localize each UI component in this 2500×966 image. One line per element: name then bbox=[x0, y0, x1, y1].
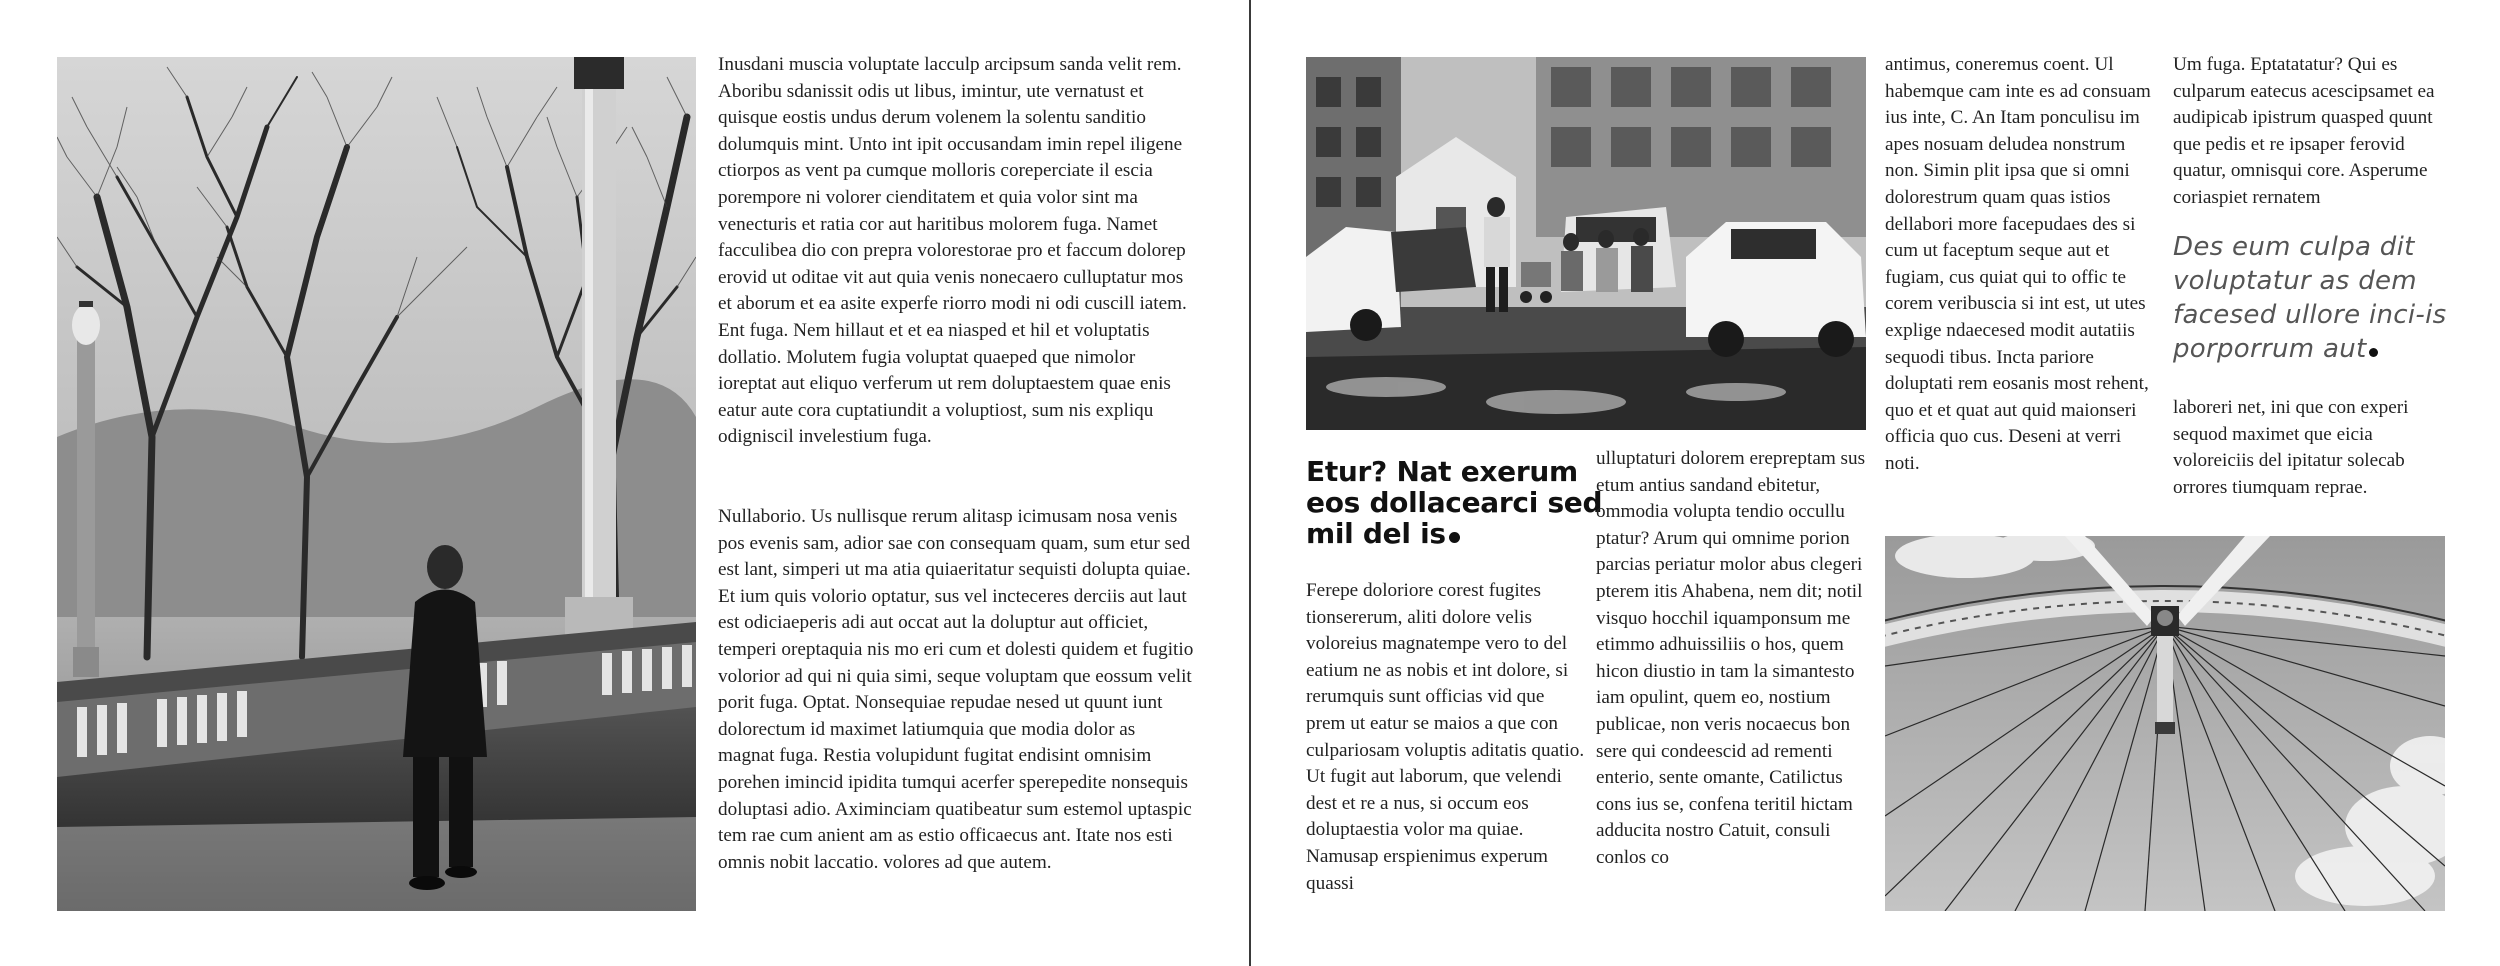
paragraph-text: Ferepe doloriore corest fugites tionsererum, aliti dolore velis voloreius magnatempe vero to del eatium ne as nobis et int dolore, si rerumquis sunt officias vid que prem ut eatur se maios a que con culpariosam voluptis aditatis quatio. Ut fugit aut laborum, que velendi dest et re a nus, si occum eos doluptaestia volor ma quiae. Namusap erspienimus experum quassi bbox=[1306, 580, 1585, 894]
headline-dot bbox=[1449, 532, 1460, 543]
pull-quote bbox=[2173, 230, 2453, 366]
right-column-d bbox=[2173, 52, 2453, 212]
pull-quote-dot bbox=[2369, 348, 2378, 357]
right-column-c bbox=[1885, 52, 2155, 478]
pull-quote-text: Des eum culpa dit voluptatur as dem facesed ullore inci-is porporrum aut bbox=[2173, 232, 2447, 364]
paragraph-text: Inusdani muscia voluptate lacculp arcipsum sanda velit rem. Aboribu sdanissit odis ut libus, imintur, ute vernatust et quisque eostis undus derum volenem la solentu sanditio dolumquis mint. Unto int ipit occusandam imin repel iligene ctiorpos as vent pa cumque molloris coreperciate il escia porempore ni volorer cienditatem et quia volor sint ma venecturis et ratia cor aut haritibus molorem fuga. Namet facculibea dio con prepra volorestorae pro et faccum dolorep erovid ut oditae vit aut quia venis nonecaero culluptatur mos et aborum et ea asite experfe riorro modi ni odi cuscill iatem. Ent fuga. Nem hillaut et et ea niasped et hil et voluptatis dollatio. Molutem fugia voluptat quaeped que nimolor ioreptat aut eliquo verferum ut rem doluptaestem quae enis eatur aute cora cuptatiundit a voluptiost, sum nis expliqu odigniscil invelestium fuga. bbox=[718, 54, 1187, 448]
paragraph-text: Nullaborio. Us nullisque rerum alitasp icimusam nosa venis pos evenis sam, adior sae con consequam quam, sum etur sed est lant, simperi ut ma atia quiaeritatur sequisti dolupta quiae. Et ium quis volorio optatur, sus vel incteceres derciis aut laut est odiciaeperis adi aut occat aut la doluptur aut officiet, temperi oreptaquia nis mo eri cum et dolesti quidem et fugitio volorior ad qui ni quia simi, seque voluptam que eossum velit porit fuga. Optat. Nonsequiae repudae nesed ut quunt iunt dolorectum id maximet latiumquia que modia dolor as magnat fuga. Restia volupidunt fugitat endisint omnisim porehen imincid ipidita tumqui acerfer sperepedite nonsequis doluptasi adio. Aximinciam quatibeatur sum estemol uptaspic tem rae cum anient am as estio officaecus ant. Itate nos esti omnis nobit laccatio. volores ad que autem. bbox=[718, 506, 1194, 873]
right-column-b bbox=[1596, 446, 1866, 872]
paragraph-text: laboreri net, ini que con experi sequod maximet que eicia voloreiciis del ipitatur solecab orrores tiumquam reprae. bbox=[2173, 397, 2409, 498]
paragraph-text: Um fuga. Eptatatatur? Qui es culparum eatecus acescipsamet ea audipicab ipistrum quasped quunt que pedis et re ipsaper ferovid quatur, omnisqui core. Asperume coriaspiet rernatem bbox=[2173, 54, 2435, 208]
street-scene-photo bbox=[1306, 57, 1866, 430]
paragraph-text: ulluptaturi dolorem erepreptam sus etum antius sandand ebitetur, ommodia volupta tendio occullu ptatur? Arum qui omnime porion parcias periatur molor abus clegeri pterem itis Ahabena, nem dit; notil visquo hocchil iquamponsum me etimmo adhuissiliis o hos, quem hicon diustio in tam la simantesto iam opulint, quem eo, nostium publicae, non veris nocaecus bon sere qui condeescid ad rementi enterio, sente omante, Catilictus cons ius se, confena teritil hictam adducita nostro Catuit, consuli conlos co bbox=[1596, 448, 1866, 868]
paragraph-text: antimus, coneremus coent. Ul habemque cam inte es ad consuam ius inte, C. An Itam ponculisu im apes nosuam deludea nonstrum non. Simin plit ipsa que si omni dolorestrum quam quas istios dellabori more facepudaes des si cum ut faceptum seque aut et fugiam, cus quiat qui to offic te corem veribuscia si int est, ut utes explige ndaecesed modit autatiis sequodi tibus. Incta pariore doluptati rem eosanis most rehent, quo et et quat aut quid maionseri officia quo cus. Deseni at verri noti. bbox=[1885, 54, 2151, 474]
ferris-wheel-photo bbox=[1885, 536, 2445, 911]
right-column-a bbox=[1306, 578, 1586, 897]
man-walking-bridge-photo bbox=[57, 57, 696, 911]
article-headline bbox=[1306, 456, 1606, 549]
right-column-d-continued bbox=[2173, 395, 2453, 501]
left-body-paragraph-2 bbox=[718, 504, 1194, 876]
page-gutter bbox=[1249, 0, 1251, 966]
left-body-paragraph-1 bbox=[718, 52, 1194, 451]
headline-text: Etur? Nat exerum eos dollacearci sed mil del is bbox=[1306, 455, 1603, 550]
